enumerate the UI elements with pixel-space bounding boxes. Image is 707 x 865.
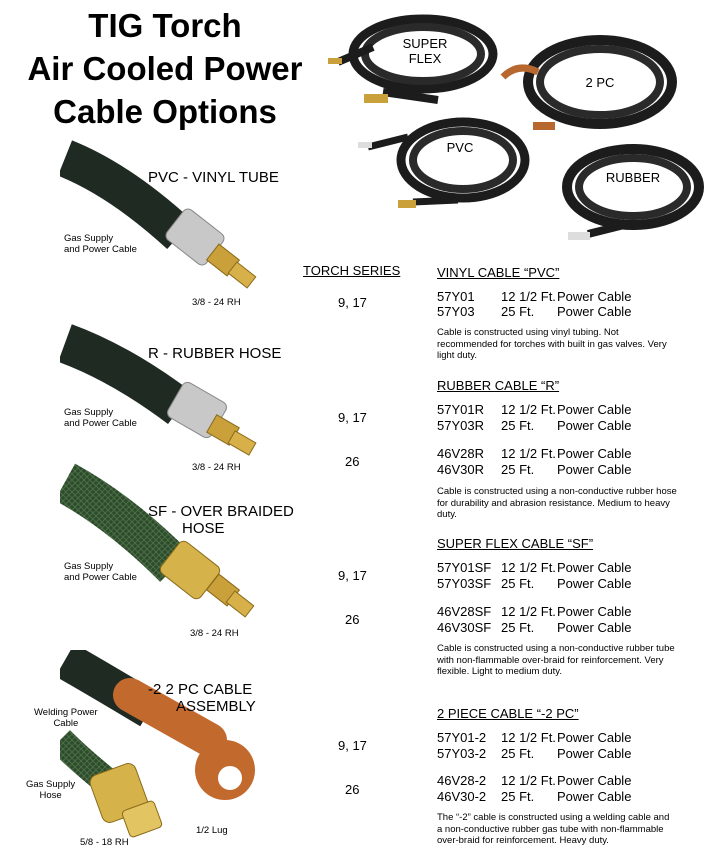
title-line-3: Cable Options: [53, 93, 277, 130]
part-row: 57Y01SF 12 1/2 Ft.Power Cable: [437, 560, 632, 575]
series-value: 9, 17: [338, 738, 367, 753]
part-row: 46V28R 12 1/2 Ft.Power Cable: [437, 446, 632, 461]
two-pc-section-header: 2 PIECE CABLE “-2 PC”: [437, 706, 579, 721]
series-value: 26: [345, 782, 360, 797]
part-row: 57Y01-2 12 1/2 Ft.Power Cable: [437, 730, 632, 745]
two-pc-cable-photo: [60, 650, 265, 850]
part-row: 57Y03R 25 Ft. Power Cable: [437, 418, 632, 433]
two-pc-option-label-1: -2 2 PC CABLE: [148, 681, 253, 698]
pvc-option-label: PVC - VINYL TUBE: [148, 169, 279, 186]
pvc-note: Cable is constructed using vinyl tubing. Not recommended for torches with built in gas valves. Very light duty.: [437, 327, 667, 361]
sf-option-label-2: HOSE: [182, 520, 225, 537]
title-line-1: TIG Torch: [88, 7, 242, 44]
sf-option-label-1: SF - OVER BRAIDED: [148, 503, 294, 520]
torch-series-header: TORCH SERIES: [303, 263, 401, 278]
rubber-option-label: R - RUBBER HOSE: [148, 345, 282, 362]
part-row: 46V28-2 12 1/2 Ft.Power Cable: [437, 773, 632, 788]
part-row: 46V28SF 12 1/2 Ft.Power Cable: [437, 604, 632, 619]
part-row: 57Y03SF 25 Ft. Power Cable: [437, 576, 632, 591]
rubber-label: RUBBER: [605, 170, 661, 185]
gas-supply-callout: Gas Supply Hose: [26, 779, 76, 801]
pvc-label: PVC: [446, 140, 474, 155]
part-row: 46V30SF 25 Ft. Power Cable: [437, 620, 632, 635]
pvc-thread: 3/8 - 24 RH: [192, 297, 241, 308]
two-pc-label: 2 PC: [585, 75, 615, 90]
rubber-section-header: RUBBER CABLE “R”: [437, 378, 560, 393]
lug-label: 1/2 Lug: [196, 825, 228, 836]
sf-note: Cable is constructed using a non-conductive rubber tube with non-flammable over-braid for reinforcement. Very flexible. Light to medium duty.: [437, 643, 675, 677]
two-pc-option-label-2: ASSEMBLY: [176, 698, 256, 715]
part-row: 57Y01R 12 1/2 Ft.Power Cable: [437, 402, 632, 417]
sf-thread: 3/8 - 24 RH: [190, 628, 239, 639]
pvc-cable-photo: [60, 140, 260, 295]
part-row: 46V30R 25 Ft. Power Cable: [437, 462, 632, 477]
series-value: 26: [345, 612, 360, 627]
sf-callout: Gas Supply and Power Cable: [64, 561, 137, 583]
welding-power-callout: Welding Power Cable: [34, 707, 98, 729]
sf-section-header: SUPER FLEX CABLE “SF”: [437, 536, 594, 551]
two-pc-note: The “-2” cable is constructed using a welding cable and a non-conductive rubber gas tube with non-flammable over-braid for reinforcement. Heavy duty.: [437, 812, 670, 846]
super-flex-cable-photo: [60, 462, 260, 627]
super-flex-label: SUPER FLEX: [402, 36, 448, 66]
two-pc-thread: 5/8 - 18 RH: [80, 837, 129, 848]
part-row: 57Y01 12 1/2 Ft.Power Cable: [437, 289, 632, 304]
rubber-note: Cable is constructed using a non-conductive rubber hose for durability and abrasion resistance. Medium to heavy duty.: [437, 486, 677, 520]
series-value: 9, 17: [338, 410, 367, 425]
pvc-callout: Gas Supply and Power Cable: [64, 233, 137, 255]
series-value: 9, 17: [338, 568, 367, 583]
page-title: [0, 4, 330, 133]
rubber-callout: Gas Supply and Power Cable: [64, 407, 137, 429]
series-value: 26: [345, 454, 360, 469]
title-line-2: Air Cooled Power: [27, 50, 303, 87]
rubber-cable-photo: [60, 318, 260, 468]
pvc-section-header: VINYL CABLE “PVC”: [437, 265, 560, 280]
part-row: 57Y03 25 Ft. Power Cable: [437, 304, 632, 319]
part-row: 46V30-2 25 Ft. Power Cable: [437, 789, 632, 804]
series-value: 9, 17: [338, 295, 367, 310]
rubber-thread: 3/8 - 24 RH: [192, 462, 241, 473]
part-row: 57Y03-2 25 Ft. Power Cable: [437, 746, 632, 761]
coiled-cables-photo: [328, 2, 707, 252]
